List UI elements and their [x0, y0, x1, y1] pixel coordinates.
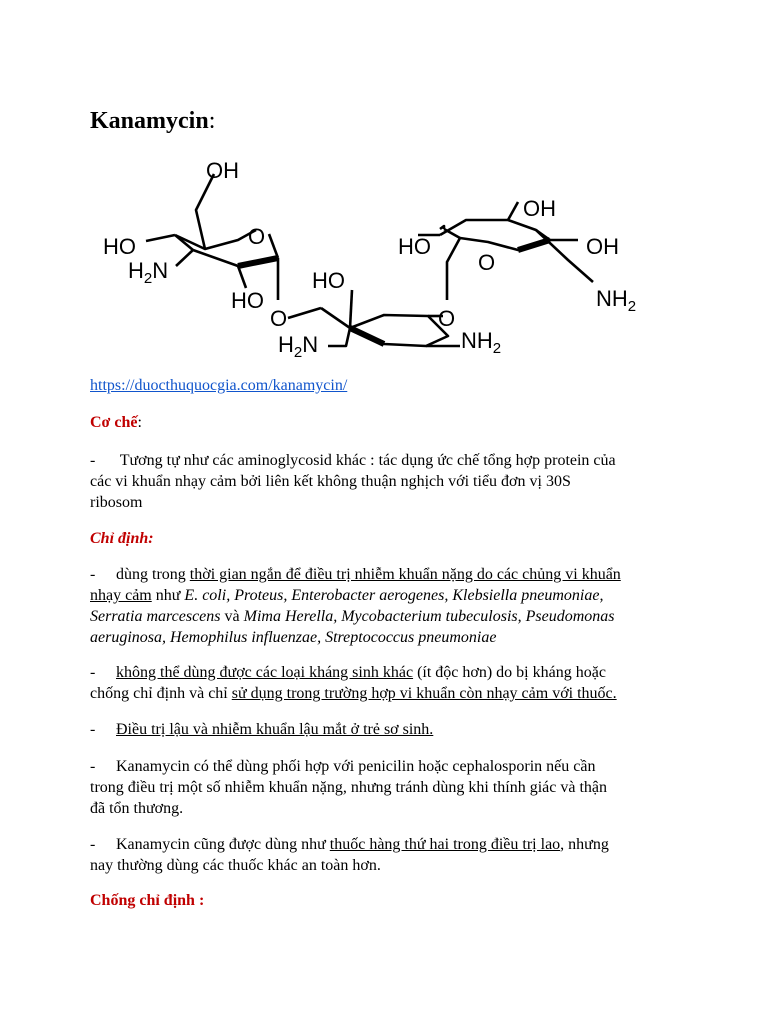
chi-dinh-item-1: - dùng trong thời gian ngắn để điều trị nhiễm khuẩn nặng do các chủng vi khuẩn nhạy cảm như E. coli, Proteus, Enterobacter aerogenes, Klebsiella pneumoniae, Serratia marcescens và Mima Herella, Mycobacterium tubeculosis, Pseudomonas aeruginosa, Hemophilus influenzae, Streptococcus pneumoniae	[90, 566, 621, 646]
label-h2n-left: $H_2N$	[128, 258, 169, 287]
co-che-heading: Cơ chế:	[90, 414, 142, 431]
chi-dinh-item-3: - Điều trị lậu và nhiễm khuẩn lậu mắt ở trẻ sơ sinh.	[90, 721, 434, 738]
label-nh2-right: $NH_2$	[596, 286, 637, 315]
label-oh-ring3-top: OH	[523, 196, 556, 221]
co-che-paragraph: - Tương tự như các aminoglycosid khác : tác dụng ức chế tổng hợp protein của các vi khuẩn nhạy cảm bởi liên kết không thuận nghịch với tiểu đơn vị 30S ribosom	[90, 452, 616, 511]
label-ho-left: HO	[103, 234, 136, 259]
chong-chi-dinh-heading: Chống chỉ định :	[90, 892, 205, 909]
chi-dinh-item-2: - không thể dùng được các loại kháng sinh khác (ít độc hơn) do bị kháng hoặc chống chỉ định và chỉ sử dụng trong trường hợp vi khuẩn còn nhạy cảm với thuốc.	[90, 664, 617, 702]
label-o-ring3: O	[478, 250, 496, 275]
label-o-link-right: O	[438, 306, 456, 331]
label-ho-right: HO	[398, 234, 431, 259]
source-link[interactable]: https://duocthuquocgia.com/kanamycin/	[90, 377, 348, 394]
label-o-link-left: O	[270, 306, 288, 331]
drug-name: Kanamycin	[90, 108, 209, 134]
label-oh-ring3-right: OH	[586, 234, 619, 259]
chi-dinh-item-4: - Kanamycin có thể dùng phối hợp với penicilin hoặc cephalosporin nếu cần trong điều trị một số nhiễm khuẩn nặng, nhưng tránh dùng khi thính giác và thận đã tổn thương.	[90, 758, 608, 817]
title-colon: :	[208, 108, 216, 134]
kanamycin-structure-diagram	[88, 150, 668, 362]
label-ho-mid: HO	[312, 268, 345, 293]
label-nh2-mid: $NH_2$	[461, 328, 502, 357]
label-h2n-bottom: $H_2N$	[278, 332, 319, 361]
label-oh-top: OH	[206, 158, 239, 183]
label-ho-ring1-bottom: HO	[231, 288, 264, 313]
label-o-ring1: O	[248, 224, 266, 249]
page-title	[90, 108, 215, 135]
chi-dinh-heading: Chỉ định:	[90, 530, 154, 547]
chi-dinh-item-5: - Kanamycin cũng được dùng như thuốc hàng thứ hai trong điều trị lao, nhưng nay thường dùng các thuốc khác an toàn hơn.	[90, 836, 609, 874]
